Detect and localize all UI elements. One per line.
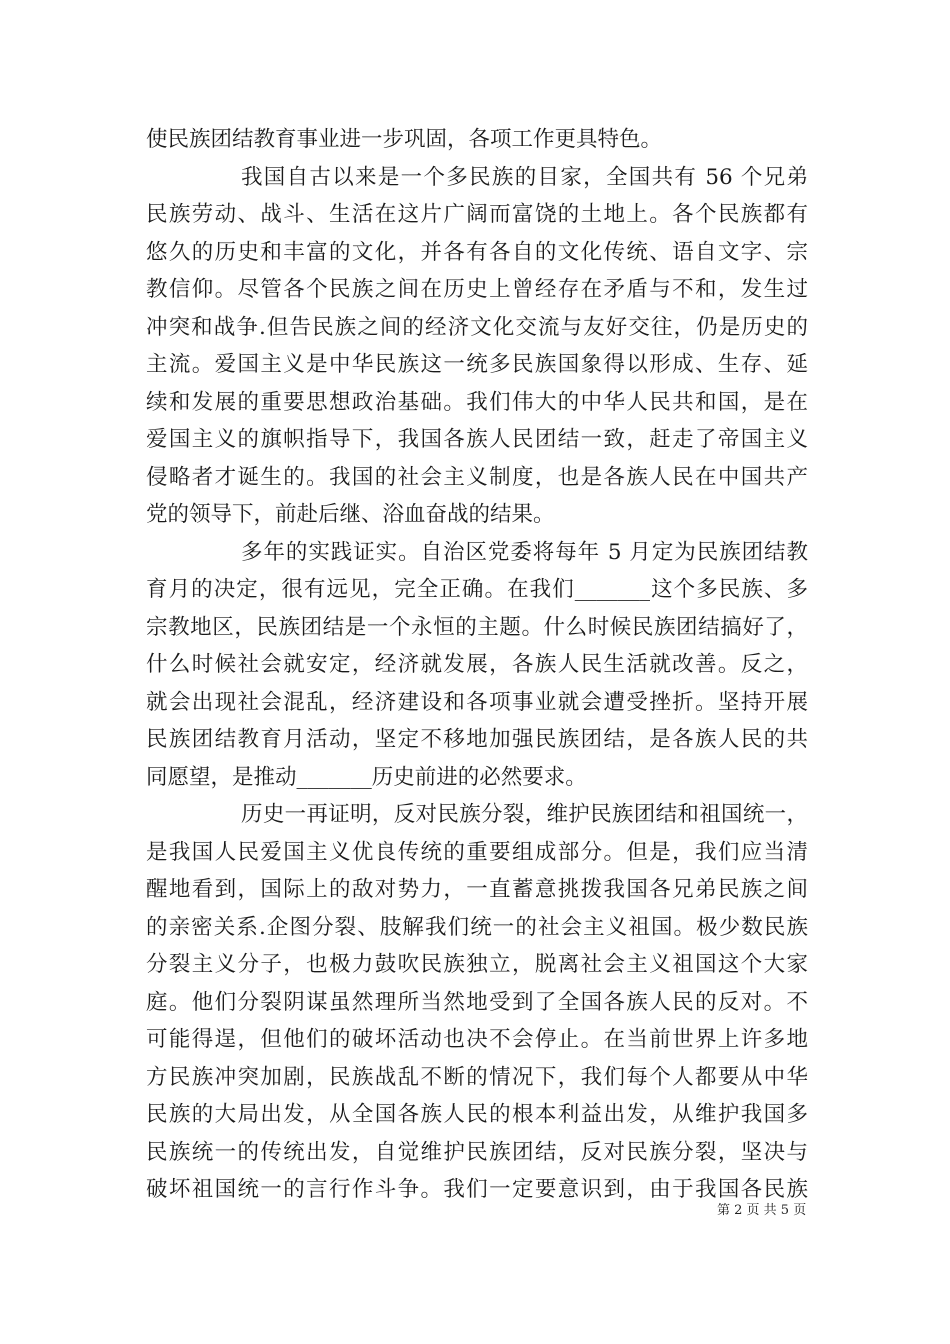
text-line: 宗教地区，民族团结是一个永恒的主题。什么时候民族团结搞好了，: [146, 614, 808, 640]
text-line: 教信仰。尽管各个民族之间在历史上曾经存在矛盾与不和，发生过: [146, 277, 808, 302]
text-line: 侵略者才诞生的。我国的社会主义制度，也是各族人民在中国共产: [146, 464, 808, 490]
text-line: 就会出现社会混乱，经济建设和各项事业就会遭受挫折。坚持开展: [146, 689, 808, 715]
text-line: 悠久的历史和丰富的文化，并各有各自的文化传统、语自文字、宗: [146, 239, 808, 265]
text-line: 爱国主义的旗帜指导下，我国各族人民团结一致，赶走了帝国主义: [146, 427, 808, 452]
paragraph-first-line: 我国自古以来是一个多民族的目家，全国共有 56 个兄弟: [241, 164, 808, 190]
text-line: 民族统一的传统出发，自觉维护民族团结，反对民族分裂，坚决与: [146, 1139, 808, 1165]
text-line: 民族劳动、战斗、生活在这片广阔而富饶的土地上。各个民族都有: [146, 202, 808, 227]
text-line: 庭。他们分裂阴谋虽然理所当然地受到了全国各族人民的反对。不: [146, 989, 808, 1015]
text-line: 主流。爱国主义是中华民族这一统多民族国象得以形成、生存、延: [146, 352, 808, 377]
text-line: 的亲密关系.企图分裂、肢解我们统一的社会主义祖国。极少数民族: [146, 914, 808, 940]
text-line: 民族团结教育月活动，坚定不移地加强民族团结，是各族人民的共: [146, 727, 808, 752]
text-line: 育月的决定，很有远见，完全正确。在我们_______这个多民族、多: [146, 577, 808, 602]
text-line: 什么时候社会就安定，经济就发展，各族人民生活就改善。反之，: [146, 652, 808, 677]
text-line: 同愿望，是推动_______历史前进的必然要求。: [146, 764, 587, 790]
text-line: 民族的大局出发，从全国各族人民的根本利益出发，从维护我国多: [146, 1102, 808, 1127]
text-line: 党的领导下，前赴后继、浴血奋战的结果。: [146, 502, 555, 527]
text-line: 使民族团结教育事业进一步巩固，各项工作更具特色。: [146, 127, 663, 152]
text-line: 是我国人民爱国主义优良传统的重要组成部分。但是，我们应当清: [146, 839, 808, 865]
text-line: 破坏祖国统一的言行作斗争。我们一定要意识到，由于我国各民族: [146, 1177, 808, 1202]
text-line: 方民族冲突加剧，民族战乱不断的情况下，我们每个人都要从中华: [146, 1064, 808, 1090]
text-line: 可能得逞，但他们的破坏活动也决不会停止。在当前世界上许多地: [146, 1027, 808, 1052]
document-body: [146, 121, 808, 1209]
text-line: 分裂主义分子，也极力鼓吹民族独立，脱离社会主义祖国这个大家: [146, 952, 808, 977]
text-line: 续和发展的重要思想政治基础。我们伟大的中华人民共和国，是在: [146, 389, 808, 415]
page-number-footer: 第 2 页 共 5 页: [717, 1203, 807, 1218]
paragraph-first-line: 多年的实践证实。自治区党委将每年 5 月定为民族团结教: [241, 539, 808, 565]
paragraph-first-line: 历史一再证明，反对民族分裂，维护民族团结和祖国统一，: [241, 802, 808, 827]
text-line: 冲突和战争.但告民族之间的经济文化交流与友好交往，仍是历史的: [146, 314, 808, 340]
text-line: 醒地看到，国际上的敌对势力，一直蓄意挑拨我国各兄弟民族之间: [146, 877, 808, 902]
